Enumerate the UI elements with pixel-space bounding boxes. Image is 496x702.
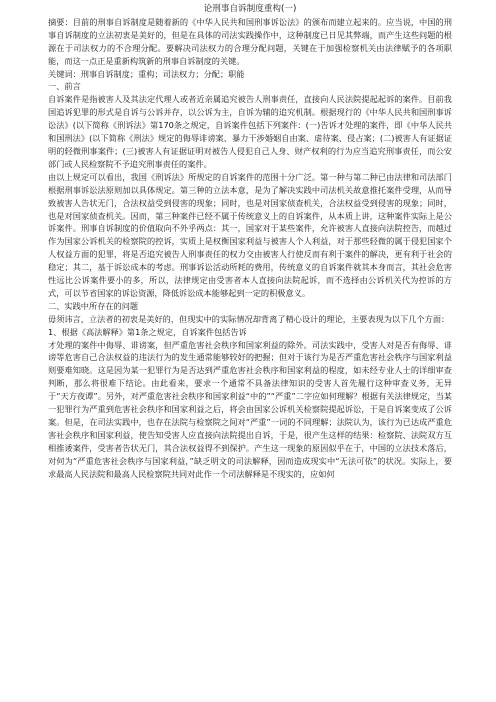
subsection-heading: 1、根据《高法解释》第1条之规定，自诉案件包括告诉 bbox=[48, 326, 247, 337]
body-paragraph: 自诉案件是指被害人及其法定代理人或者近亲属追究被告人刑事责任，直接向人民法院提起起诉的案件。目前我国追诉犯罪的形式是自诉与公诉并存，以公诉为主，自诉为辅的追究机制。根据现行的《中华人民共和国刑事诉讼法》(以下简称《刑诉法》第170条之规定，自诉案件包括下列案件：(一)告诉才处理的案件，即《中华人民共和国刑法》(以下简称《刑法》规定的侮辱诽谤案、暴力干涉婚姻自由案、虐待案、侵占案；(二)被害人有证据证明的轻微刑事案件；(三)被害人有证据证明对被告人侵犯自己人身、财产权利的行为应当追究刑事责任，而公安部门或人民检察院不予追究刑事责任的案件。 bbox=[48, 94, 452, 169]
section-heading-problems: 二、实践中所存在的问题 bbox=[48, 300, 139, 311]
keywords-line: 关键词：刑事自诉制度；重构；司法权力；分配；职能 bbox=[48, 68, 245, 79]
abstract-paragraph: 摘要：目前的刑事自诉制度是随着新的《中华人民共和国刑事诉讼法》的颁布而建立起来的。应当说，中国的刑事自诉制度的立法初衷是美好的，但是在具体的司法实践操作中，这种制度已日见其弊端，而产生这些问题的根源在于司法权力的不合理分配。要解决司法权力的合理分配问题，关键在于加强检察机关由法律赋予的各项职能，而这一点正是重新构筑新的刑事自诉制度的关键。 bbox=[48, 16, 452, 66]
body-paragraph: 毋须讳言，立法者的初衷是美好的，但现实中的实际情况却背离了精心设计的理论，主要表现为以下几个方面： bbox=[48, 313, 450, 324]
body-paragraph: 由以上规定可以看出，我国《刑诉法》所规定的自诉案件的范围十分广泛。第一种与第二种已由法律和司法部门根据刑事诉讼法原则加以具体规定。第三种的立法本意，是为了解决实践中司法机关故意推托案件受理，从而导致被害人告状无门，合法权益受到侵害的现象；同时，也是对国家侦查机关，合法权益受到侵害的现象；同时，也是对国家侦查机关。因而，第三种案件已经不属于传统意义上的自诉案件，从本质上讲，这种案件实际上是公诉案件。刑事自诉制度的价值取向不外乎两点：其一，国家对于某些案件，允许被害人直接向法院控告，而越过作为国家公诉机关的检察院的控诉，实质上是权衡国家利益与被害人个人利益，对于那些轻微的属于侵犯国家个人权益方面的犯罪，将是否追究被告人刑事责任的权力交由被害人行使反而有利于案件的解决，更有利于社会的稳定；其二，基于诉讼成本的考虑。刑事诉讼活动所耗的费用，传统意义的自诉案件就其本身而言，其社会危害性远比公诉案件要小的多，所以，法律规定由受害者本人直接向法院起诉，而不选择由公诉机关代为控诉的方式，可以节省国家的诉讼资源，降低诉讼成本能够起到一定的积极意义。 bbox=[48, 171, 452, 298]
body-paragraph: 才处理的案件中侮辱、诽谤案，但严重危害社会秩序和国家利益的除外。司法实践中，受害人对是否有侮辱、诽谤等危害自己合法权益的违法行为的发生通常能够较好的把握；但对于该行为是否严重危害社会秩序与国家利益则要难知晓。这是因为某一犯罪行为是否达到严重危害社会秩序和国家利益的程度，如未经专业人士的详细审查判断，那么将很难下结论。由此看来，要求一个通常不具备法律知识的受害人首先履行这种审查义务，无异于“天方夜谭”。另外，对严重危害社会秩序和国家利益“中的”“严重”二字应如何理解？根据有关法律规定，当某一犯罪行为严重到危害社会秩序和国家利益之后，将会由国家公诉机关检察院提起诉讼，于是自诉案变成了公诉案。但是，在司法实践中，也存在法院与检察院之间对“严重”一词的不同理解；法院认为，该行为已达成严重危害社会秩序和国家利益，使告知受害人应直接向法院提出自诉，于是，很产生这样的结果：检察院、法院双方互相推诿案件，受害者告状无门，其合法权益得不到保护。产生这一现象的原因似乎在于，中国的立法技术落后，对何为“严重危害社会秩序与国家利益，”缺乏明文的司法解释，因而造成现实中“无法可依”的状况。实际上，要求最高人民法院和最高人民检察院共同对此作一个司法解释是不现实的，应如何 bbox=[48, 339, 452, 479]
section-heading-preface: 一、前言 bbox=[48, 81, 81, 92]
document-body bbox=[48, 3, 452, 481]
document-title: 论刑事自诉制度重构(一) bbox=[203, 4, 297, 14]
